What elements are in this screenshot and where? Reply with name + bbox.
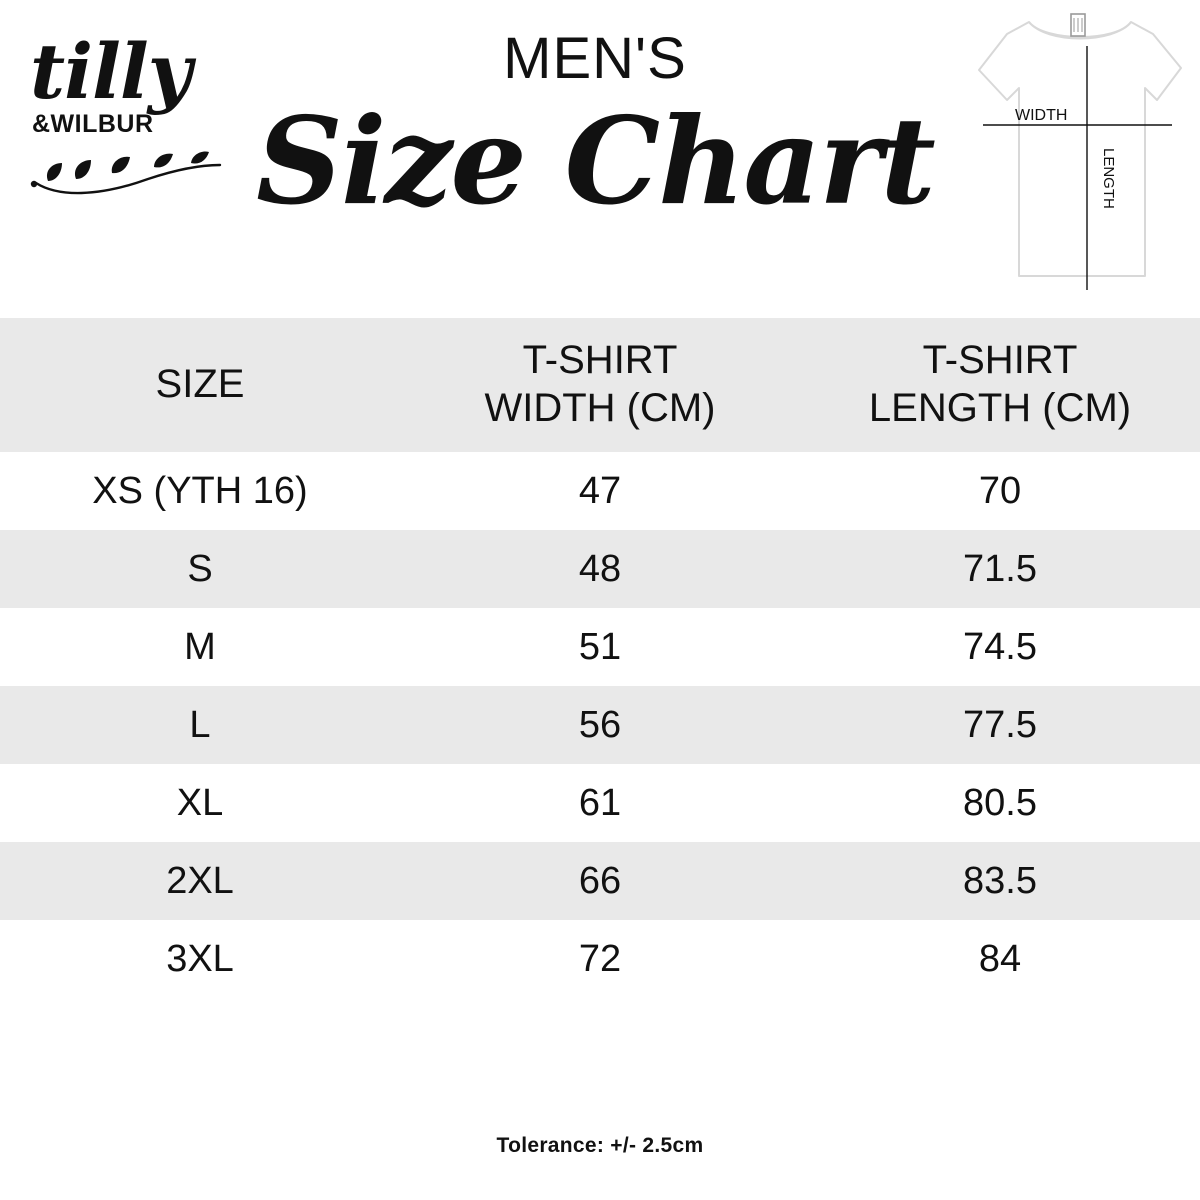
cell-size: XL xyxy=(176,781,224,824)
cell-width: 66 xyxy=(578,859,622,902)
cell-width: 72 xyxy=(578,937,622,980)
table-row xyxy=(0,452,1200,530)
table-header-row xyxy=(0,318,1200,452)
title-category: MEN'S xyxy=(503,26,687,91)
page-title xyxy=(215,28,975,230)
shirt-length-label: LENGTH xyxy=(1100,148,1117,209)
leaf-branch-icon xyxy=(28,145,234,210)
tolerance-note: Tolerance: +/- 2.5cm xyxy=(496,1134,704,1157)
table-row xyxy=(0,686,1200,764)
cell-length: 83.5 xyxy=(963,859,1037,902)
cell-length: 71.5 xyxy=(963,547,1037,590)
column-header-width xyxy=(400,318,800,452)
column-header-length-line2: LENGTH (CM) xyxy=(868,386,1132,430)
cell-length: 70 xyxy=(978,469,1022,512)
column-header-length-line1: T-SHIRT xyxy=(922,338,1078,382)
cell-size: 3XL xyxy=(166,937,234,980)
cell-size: XS (YTH 16) xyxy=(92,469,308,512)
cell-width: 61 xyxy=(578,781,622,824)
cell-length: 80.5 xyxy=(963,781,1037,824)
column-header-length xyxy=(800,318,1200,452)
tshirt-diagram-icon xyxy=(967,8,1182,298)
table-row xyxy=(0,920,1200,998)
cell-width: 51 xyxy=(578,625,622,668)
cell-size: 2XL xyxy=(166,859,234,902)
brand-logo xyxy=(24,27,234,246)
column-header-size-line1: SIZE xyxy=(155,362,245,406)
table-row xyxy=(0,608,1200,686)
table-row xyxy=(0,764,1200,842)
title-main: Size Chart xyxy=(256,91,934,232)
cell-size: M xyxy=(184,625,216,668)
cell-length: 74.5 xyxy=(963,625,1037,668)
cell-width: 48 xyxy=(578,547,622,590)
cell-size: L xyxy=(189,703,211,746)
table-row xyxy=(0,842,1200,920)
cell-width: 47 xyxy=(578,469,622,512)
cell-width: 56 xyxy=(578,703,622,746)
column-header-width-line1: T-SHIRT xyxy=(522,338,678,382)
brand-subtitle: &WILBUR xyxy=(32,110,154,138)
column-header-size xyxy=(0,318,400,452)
shirt-width-label: WIDTH xyxy=(1015,107,1068,124)
table-row xyxy=(0,530,1200,608)
chart-header xyxy=(0,0,1200,318)
size-chart-table xyxy=(0,318,1200,998)
cell-length: 84 xyxy=(978,937,1022,980)
cell-size: S xyxy=(187,547,213,590)
cell-length: 77.5 xyxy=(963,703,1037,746)
column-header-width-line2: WIDTH (CM) xyxy=(484,386,716,430)
brand-name: tilly xyxy=(30,27,191,116)
